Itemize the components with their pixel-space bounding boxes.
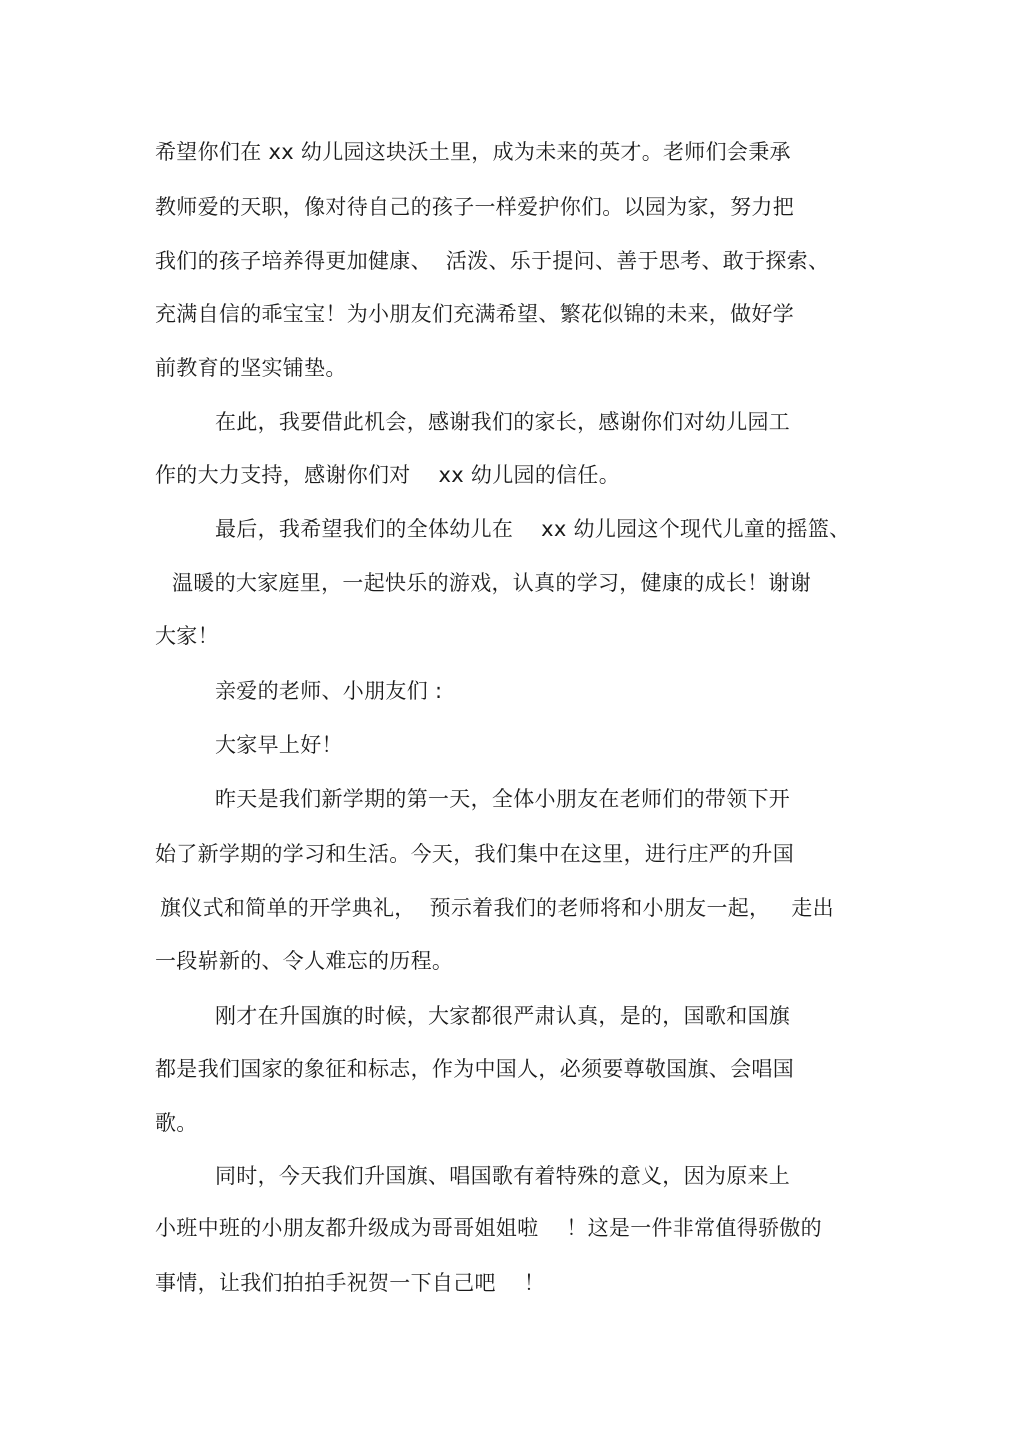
text-line: 歌。 bbox=[155, 1111, 198, 1135]
text-line: 小班中班的小朋友都升级成为哥哥姐姐啦 ！这是一件非常值得骄傲的 bbox=[155, 1216, 822, 1240]
text-line: 温暖的大家庭里，一起快乐的游戏，认真的学习，健康的成长！谢谢 bbox=[172, 571, 811, 595]
text-line: 昨天是我们新学期的第一天，全体小朋友在老师们的带领下开 bbox=[215, 787, 791, 811]
text-line: 大家！ bbox=[155, 624, 219, 648]
text-line: 教师爱的天职，像对待自己的孩子一样爱护你们。以园为家，努力把 bbox=[155, 195, 794, 219]
text-line: 作的大力支持，感谢你们对 xx 幼儿园的信任。 bbox=[155, 463, 621, 487]
text-line: 在此，我要借此机会，感谢我们的家长，感谢你们对幼儿园工 bbox=[215, 410, 791, 434]
text-line: 一段崭新的、令人难忘的历程。 bbox=[155, 949, 454, 973]
text-line: 希望你们在 xx 幼儿园这块沃土里，成为未来的英才。老师们会秉承 bbox=[155, 140, 791, 164]
text-line: 前教育的坚实铺垫。 bbox=[155, 356, 347, 380]
text-line: 最后，我希望我们的全体幼儿在 xx 幼儿园这个现代儿童的摇篮、 bbox=[215, 517, 851, 541]
text-line: 都是我们国家的象征和标志，作为中国人，必须要尊敬国旗、会唱国 bbox=[155, 1057, 794, 1081]
text-line: 大家早上好！ bbox=[215, 733, 343, 757]
text-line: 我们的孩子培养得更加健康、 活泼、乐于提问、善于思考、敢于探索、 bbox=[155, 249, 830, 273]
text-line: 刚才在升国旗的时候，大家都很严肃认真，是的，国歌和国旗 bbox=[215, 1004, 791, 1028]
text-line: 同时，今天我们升国旗、唱国歌有着特殊的意义，因为原来上 bbox=[215, 1164, 791, 1188]
text-line: 旗仪式和简单的开学典礼， 预示着我们的老师将和小朋友一起， 走出 bbox=[160, 896, 834, 920]
text-line: 事情，让我们拍拍手祝贺一下自己吧 ！ bbox=[155, 1271, 545, 1295]
text-line: 充满自信的乖宝宝！为小朋友们充满希望、繁花似锦的未来，做好学 bbox=[155, 302, 794, 326]
text-line: 始了新学期的学习和生活。今天，我们集中在这里，进行庄严的升国 bbox=[155, 842, 794, 866]
text-line: 亲爱的老师、小朋友们 : bbox=[215, 679, 443, 703]
